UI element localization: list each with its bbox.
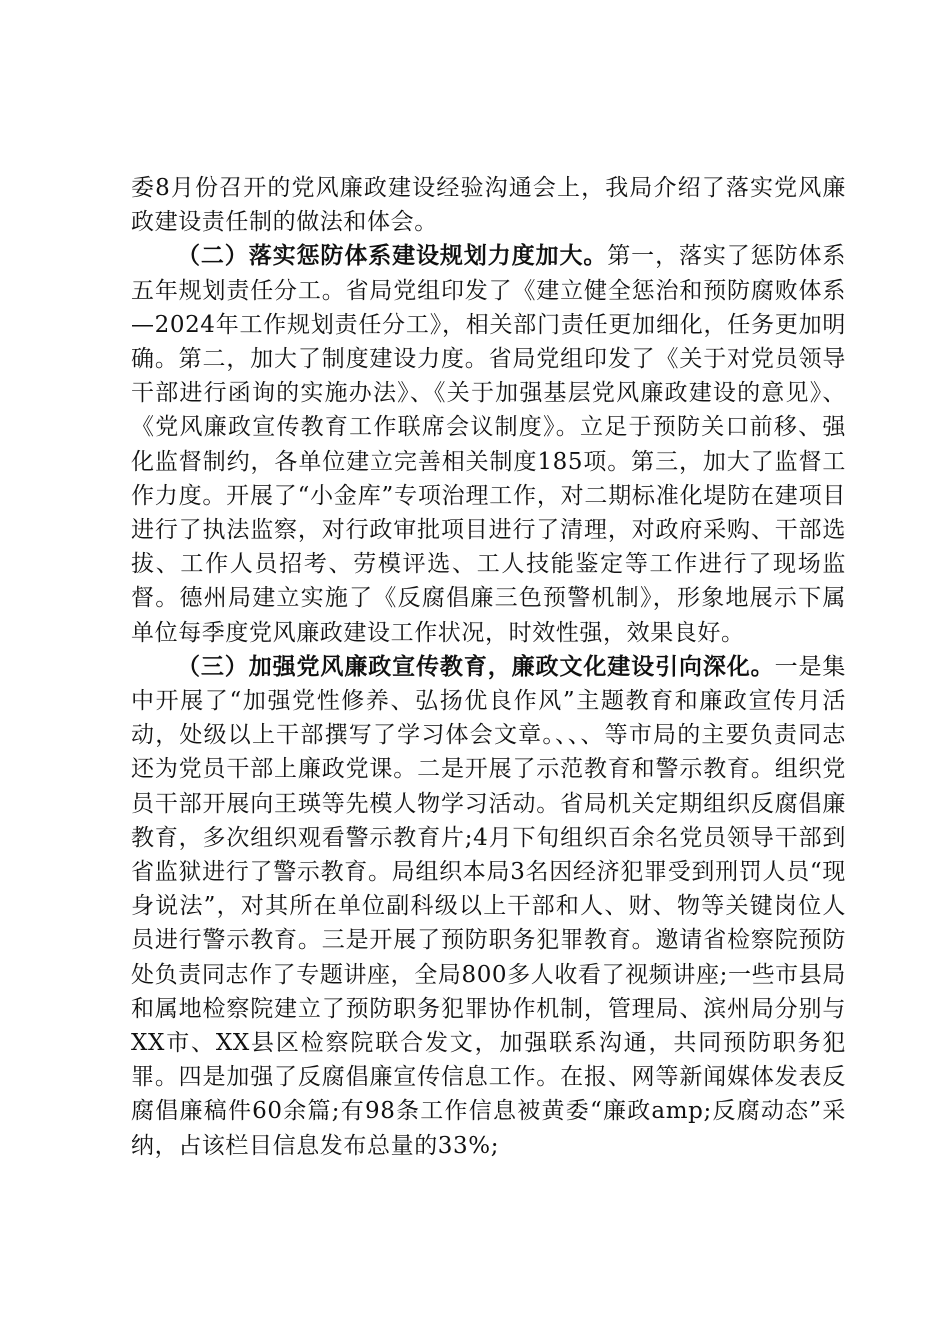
section-2-heading: （二）落实惩防体系建设规划力度加大。 (177, 243, 608, 270)
paragraph-intro-text: 委8月份召开的党风廉政建设经验沟通会上，我局介绍了落实党风廉政建设责任制的做法和体会。 (131, 175, 846, 236)
section-3-body: 一是集中开展了“加强党性修养、弘扬优良作风”主题教育和廉政宣传月活动，处级以上干部撰写了学习体会文章。、、、等市局的主要负责同志还为党员干部上廉政党课。二是开展了示范教育和警示教育。组织党员干部开展向王瑛等先模人物学习活动。省局机关定期组织反腐倡廉教育，多次组织观看警示教育片;4月下旬组织百余名党员领导干部到省监狱进行了警示教育。局组织本局3名因经济犯罪受到刑罚人员“现身说法”，对其所在单位副科级以上干部和人、财、物等关键岗位人员进行警示教育。三是开展了预防职务犯罪教育。邀请省检察院预防处负责同志作了专题讲座，全局800多人收看了视频讲座;一些市县局和属地检察院建立了预防职务犯罪协作机制，管理局、滨州局分别与XX市、XX县区检察院联合发文，加强联系沟通，共同预防职务犯罪。四是加强了反腐倡廉宣传信息工作。在报、网等新闻媒体发表反腐倡廉稿件60余篇;有98条工作信息被黄委“廉政amp;反腐动态”采纳，占该栏目信息发布总量的33%; (131, 653, 847, 1159)
paragraph-section-3 (131, 650, 846, 1163)
document-page (131, 171, 846, 1163)
paragraph-intro (131, 171, 846, 239)
section-3-heading: （三）加强党风廉政宣传教育，廉政文化建设引向深化。 (177, 653, 775, 680)
section-2-body: 第一，落实了惩防体系五年规划责任分工。省局党组印发了《建立健全惩治和预防腐败体系—2024年工作规划责任分工》，相关部门责任更加细化，任务更加明确。第二，加大了制度建设力度。省局党组印发了《关于对党员领导干部进行函询的实施办法》、《关于加强基层党风廉政建设的意见》、《党风廉政宣传教育工作联席会议制度》。立足于预防关口前移、强化监督制约，各单位建立完善相关制度185项。第三，加大了监督工作力度。开展了“小金库”专项治理工作，对二期标准化堤防在建项目进行了执法监察，对行政审批项目进行了清理，对政府采购、干部选拔、工作人员招考、劳模评选、工人技能鉴定等工作进行了现场监督。德州局建立实施了《反腐倡廉三色预警机制》，形象地展示下属单位每季度党风廉政建设工作状况，时效性强，效果良好。 (131, 243, 846, 646)
paragraph-section-2 (131, 239, 846, 649)
